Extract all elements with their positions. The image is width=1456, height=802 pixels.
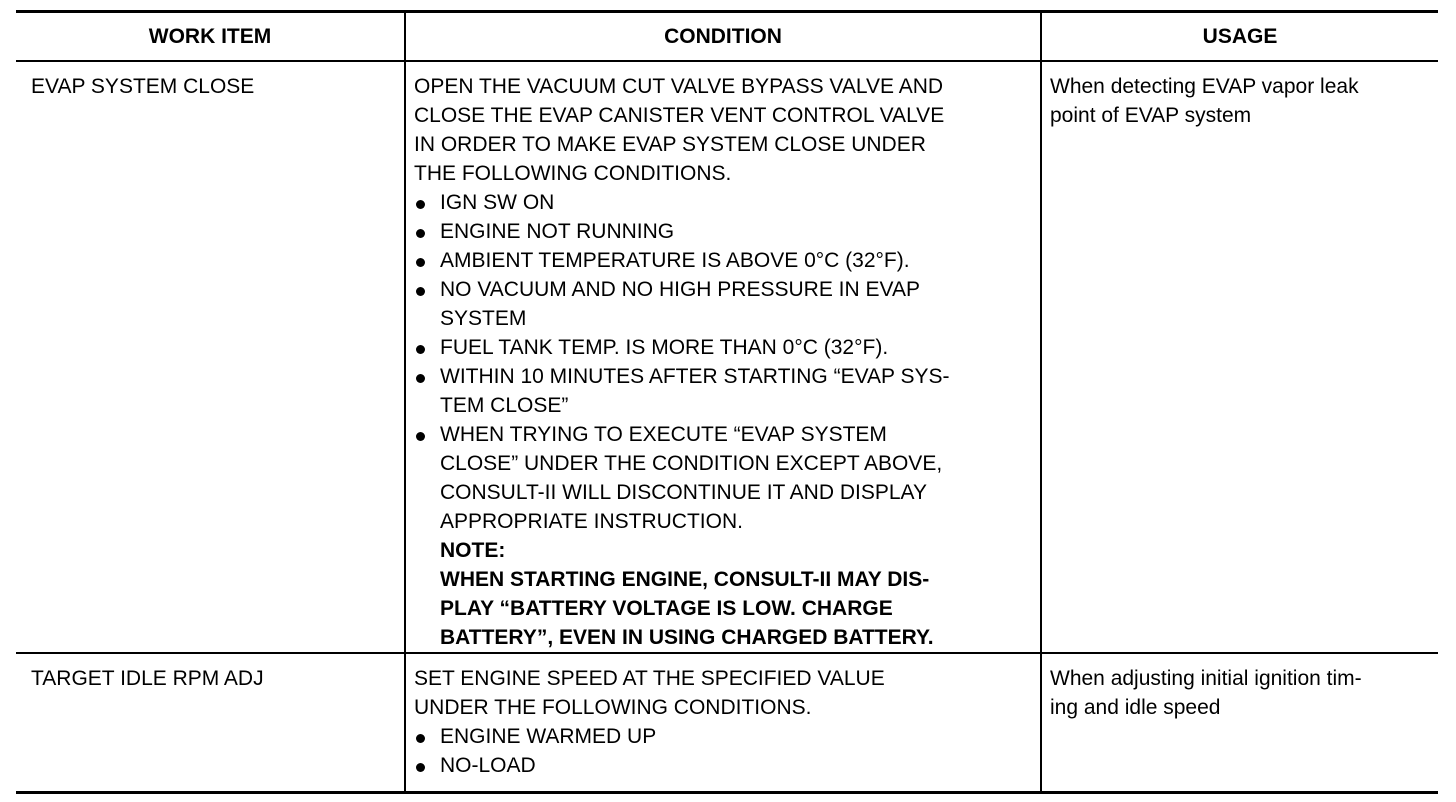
condition-intro-line: CLOSE THE EVAP CANISTER VENT CONTROL VALVE (414, 104, 945, 127)
condition-cell (405, 653, 1041, 792)
note-line: WHEN STARTING ENGINE, CONSULT-II MAY DIS- (440, 568, 930, 591)
condition-intro-line: IN ORDER TO MAKE EVAP SYSTEM CLOSE UNDER (414, 133, 926, 156)
usage-line: point of EVAP system (1050, 104, 1252, 127)
condition-bullet-list (414, 188, 1030, 536)
work-item-name: TARGET IDLE RPM ADJ (31, 667, 264, 690)
condition-bullet (414, 275, 1030, 333)
condition-bullet (414, 362, 1030, 420)
usage-line: ing and idle speed (1050, 696, 1221, 719)
table-row-evap-system-close (16, 61, 1438, 653)
bullet-text: AMBIENT TEMPERATURE IS ABOVE 0°C (32°F). (440, 249, 910, 272)
bullet-text: APPROPRIATE INSTRUCTION. (440, 510, 743, 533)
usage-cell (1041, 653, 1438, 792)
condition-intro (414, 72, 1030, 188)
condition-bullet (414, 333, 1030, 362)
bullet-text: TEM CLOSE” (440, 394, 569, 417)
note-line: PLAY “BATTERY VOLTAGE IS LOW. CHARGE (440, 597, 893, 620)
condition-intro-line: THE FOLLOWING CONDITIONS. (414, 162, 732, 185)
usage-cell (1041, 61, 1438, 653)
work-item-table (16, 10, 1438, 794)
condition-cell (405, 61, 1041, 653)
condition-bullet-list (414, 722, 1030, 780)
condition-bullet (414, 722, 1030, 751)
condition-bullet (414, 217, 1030, 246)
condition-intro (414, 664, 1030, 722)
usage-line: When adjusting initial ignition tim- (1050, 667, 1362, 690)
bullet-text: ENGINE WARMED UP (440, 725, 657, 748)
usage-line: When detecting EVAP vapor leak (1050, 75, 1359, 98)
header-work-item: WORK ITEM (16, 12, 405, 62)
note-block (414, 536, 1030, 652)
condition-bullet (414, 751, 1030, 780)
condition-bullet (414, 188, 1030, 217)
bullet-text: CONSULT-II WILL DISCONTINUE IT AND DISPLAY (440, 481, 927, 504)
bullet-text: ENGINE NOT RUNNING (440, 220, 675, 243)
bullet-text: WITHIN 10 MINUTES AFTER STARTING “EVAP SYS- (440, 365, 950, 388)
table-row-target-idle-rpm-adj (16, 653, 1438, 792)
bullet-text: NO-LOAD (440, 754, 536, 777)
bullet-text: IGN SW ON (440, 191, 555, 214)
bullet-text: FUEL TANK TEMP. IS MORE THAN 0°C (32°F). (440, 336, 889, 359)
work-item-cell (16, 61, 405, 653)
note-label: NOTE: (440, 539, 506, 562)
bullet-text: WHEN TRYING TO EXECUTE “EVAP SYSTEM (440, 423, 887, 446)
note-line: BATTERY”, EVEN IN USING CHARGED BATTERY. (440, 626, 934, 649)
table-header-row (16, 12, 1438, 62)
condition-bullet (414, 246, 1030, 275)
bullet-text: CLOSE” UNDER THE CONDITION EXCEPT ABOVE, (440, 452, 943, 475)
bullet-text: NO VACUUM AND NO HIGH PRESSURE IN EVAP (440, 278, 920, 301)
condition-bullet (414, 420, 1030, 536)
header-condition: CONDITION (405, 12, 1041, 62)
bullet-text: SYSTEM (440, 307, 527, 330)
condition-intro-line: SET ENGINE SPEED AT THE SPECIFIED VALUE (414, 667, 885, 690)
work-item-name: EVAP SYSTEM CLOSE (31, 75, 255, 98)
condition-intro-line: UNDER THE FOLLOWING CONDITIONS. (414, 696, 812, 719)
work-item-cell (16, 653, 405, 792)
condition-intro-line: OPEN THE VACUUM CUT VALVE BYPASS VALVE AND (414, 75, 944, 98)
header-usage: USAGE (1041, 12, 1438, 62)
